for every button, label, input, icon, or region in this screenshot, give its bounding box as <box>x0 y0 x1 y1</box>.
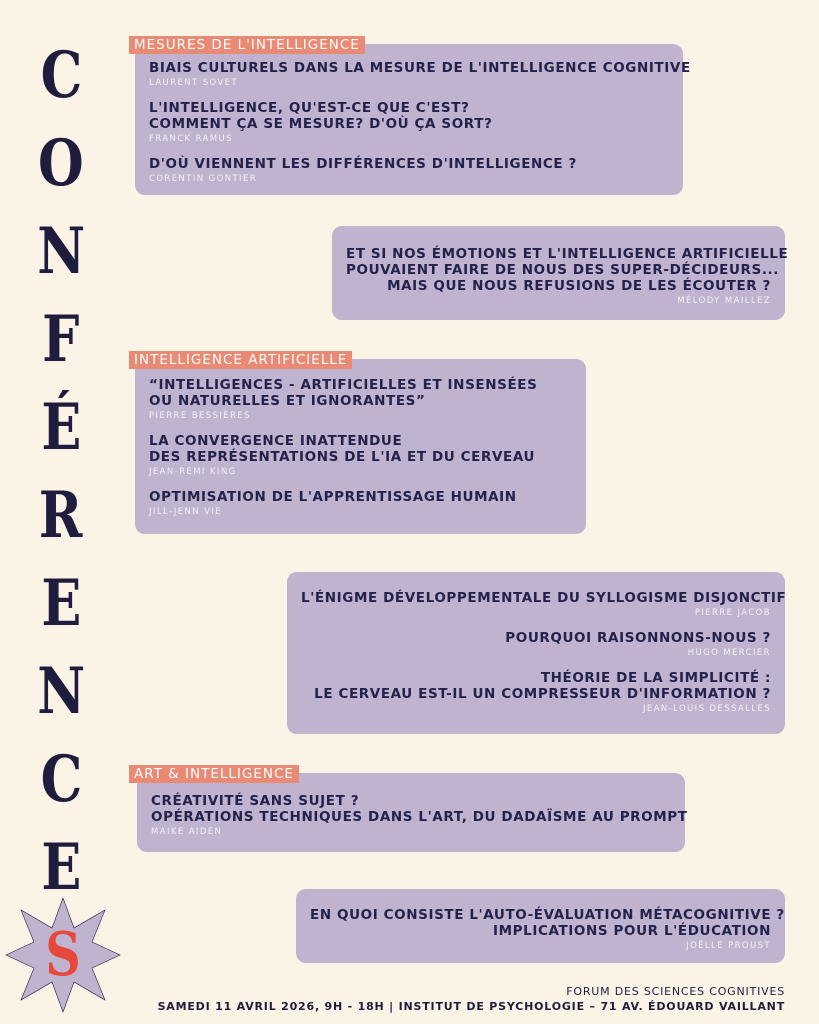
star-letter: S <box>45 920 81 990</box>
talk-speaker: JILL-JENN VIE <box>149 507 223 517</box>
talk-speaker: LAURENT SOVET <box>149 78 239 88</box>
talk-item <box>149 377 572 423</box>
talk-speaker: JEAN-LOUIS DESSALLES <box>643 704 771 714</box>
section-box <box>296 889 785 963</box>
section-box <box>135 44 691 195</box>
talk-speaker: JOËLLE PROUST <box>686 941 771 951</box>
title-letter: N <box>37 214 85 289</box>
section-tag: ART & INTELLIGENCE <box>129 765 299 783</box>
section-tag: INTELLIGENCE ARTIFICIELLE <box>129 351 352 369</box>
talk-item <box>149 433 572 479</box>
title-letter: E <box>40 566 82 641</box>
talk-item <box>149 60 691 90</box>
talk-title: LA CONVERGENCE INATTENDUE DES REPRÉSENTATIONS DE L'IA ET DU CERVEAU <box>149 433 536 465</box>
title-letter: N <box>37 654 85 729</box>
talk-title: “INTELLIGENCES - ARTIFICIELLES ET INSENSÉES OU NATURELLES ET IGNORANTES” <box>149 377 538 409</box>
talk-title: OPTIMISATION DE L'APPRENTISSAGE HUMAIN <box>149 489 517 505</box>
section-box <box>287 572 785 734</box>
talk-title: D'OÙ VIENNENT LES DIFFÉRENCES D'INTELLIGENCE ? <box>149 156 577 172</box>
star-badge <box>4 896 122 1014</box>
title-letter: E <box>40 830 82 905</box>
talk-title: ET SI NOS ÉMOTIONS ET L'INTELLIGENCE ARTIFICIELLE POUVAIENT FAIRE DE NOUS DES SUPER-DÉCIDEURS... MAIS QUE NOUS REFUSIONS DE LES ÉCOUTER ? <box>346 246 789 294</box>
talk-speaker: MAIKE AIDEN <box>151 827 223 837</box>
talk-item <box>301 630 771 660</box>
footer-event-info: SAMEDI 11 AVRIL 2026, 9H - 18H | INSTITUT DE PSYCHOLOGIE – 71 AV. ÉDOUARD VAILLANT <box>157 1000 785 1013</box>
talk-title: CRÉATIVITÉ SANS SUJET ? OPÉRATIONS TECHNIQUES DANS L'ART, DU DADAÏSME AU PROMPT <box>151 793 688 825</box>
title-letter: C <box>40 742 82 817</box>
title-letter: É <box>40 390 82 465</box>
talk-item <box>346 246 789 308</box>
talk-title: POURQUOI RAISONNONS-NOUS ? <box>505 630 771 646</box>
talk-speaker: HUGO MERCIER <box>687 648 771 658</box>
talk-item <box>149 100 669 146</box>
talk-speaker: FRANCK RAMUS <box>149 134 233 144</box>
title-letter: R <box>39 478 83 553</box>
title-letter: F <box>42 302 80 377</box>
footer-forum: FORUM DES SCIENCES COGNITIVES <box>566 985 785 998</box>
talk-item <box>310 907 785 953</box>
talk-item <box>151 793 688 839</box>
footer <box>158 984 785 1014</box>
talk-speaker: JEAN-RÉMI KING <box>149 467 237 477</box>
section-box <box>137 773 688 852</box>
talk-item <box>301 590 787 620</box>
section-tag: MESURES DE L'INTELLIGENCE <box>129 36 365 54</box>
section-box <box>332 226 789 320</box>
talk-item <box>149 156 669 186</box>
talk-title: THÉORIE DE LA SIMPLICITÉ : LE CERVEAU EST-IL UN COMPRESSEUR D'INFORMATION ? <box>314 670 771 702</box>
talk-item <box>301 670 771 716</box>
title-letter: O <box>38 126 84 201</box>
talk-speaker: PIERRE BESSIÈRES <box>149 411 251 421</box>
title-letter: C <box>40 38 82 113</box>
vertical-title <box>30 32 92 912</box>
talk-speaker: PIERRE JACOB <box>694 608 771 618</box>
talk-title: L'ÉNIGME DÉVELOPPEMENTALE DU SYLLOGISME DISJONCTIF <box>301 590 787 606</box>
talk-title: EN QUOI CONSISTE L'AUTO-ÉVALUATION MÉTACOGNITIVE ? IMPLICATIONS POUR L'ÉDUCATION <box>310 907 785 939</box>
section-box <box>135 359 586 534</box>
talk-title: BIAIS CULTURELS DANS LA MESURE DE L'INTELLIGENCE COGNITIVE <box>149 60 691 76</box>
talk-speaker: CORENTIN GONTIER <box>149 174 258 184</box>
talk-speaker: MÉLODY MAILLEZ <box>677 296 771 306</box>
talk-title: L'INTELLIGENCE, QU'EST-CE QUE C'EST? COMMENT ÇA SE MESURE? D'OÙ ÇA SORT? <box>149 100 493 132</box>
talk-item <box>149 489 572 519</box>
